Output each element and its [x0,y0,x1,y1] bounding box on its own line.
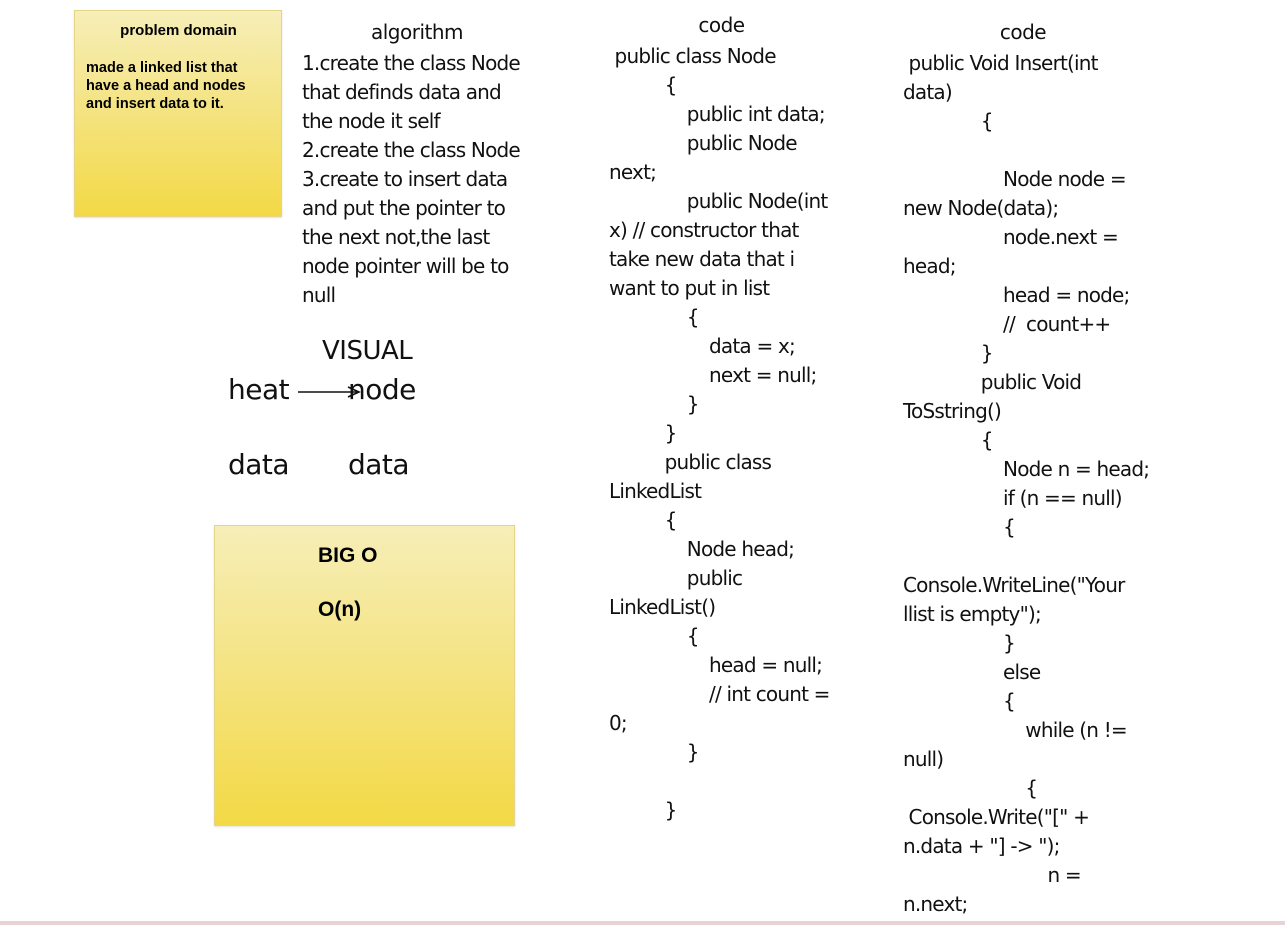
big-o-note[interactable] [214,525,515,826]
bottom-divider [0,921,1285,925]
big-o-value: O(n) [318,598,362,621]
head-to-node-arrow-icon [296,384,364,398]
algorithm-title: algorithm [370,20,464,44]
code-node-class-text: public class Node { public int data; public Node next; public Node(int x) // constructor that take new data that i want to put in list { data = x; next = null; } } public class LinkedList { Node head; public LinkedList() { head = null; // int count = 0; } } [609,44,830,822]
big-o-title: BIG O [318,544,378,567]
problem-domain-text: made a linked list that have a head and nodes and insert data to it. [86,60,246,112]
visual-node-data: data [348,448,410,481]
code-insert-title: code [999,20,1047,44]
algorithm-steps: 1.create the class Node that definds data and the node it self 2.create the class Node 3.create to insert data and put the pointer to the next not,the last node pointer will be to null [302,51,520,307]
code-node-class-title: code [698,13,745,37]
code-insert-text: public Void Insert(int data) { Node node = new Node(data); node.next = head; head = node; // count++ } public Void ToSstring() { Node n = head; if (n == null) { Console.WriteLine("Your llist is empty"); } else { while (n != null) { Console.Write("[" + n.data + "] -> "); n = n.next; [903,51,1150,916]
visual-title: VISUAL [322,336,413,366]
problem-domain-title: problem domain [120,22,237,39]
visual-node-label: node [348,373,416,406]
visual-head-data: data [228,448,290,481]
problem-domain-note[interactable] [74,10,282,217]
visual-head-label: heat [228,373,290,406]
